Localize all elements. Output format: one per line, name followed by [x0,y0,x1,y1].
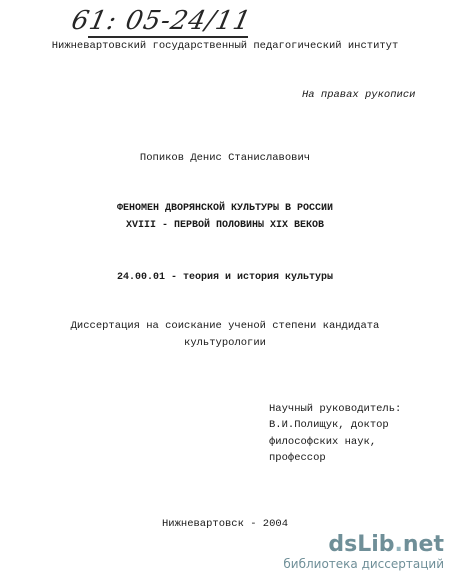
advisor-heading: Научный руководитель: [269,403,402,415]
degree-line-2: культурологии [184,337,266,349]
institution-name: Нижневартовский государственный педагогический институт [51,40,399,52]
handwritten-catalog-number: 61: 05-24/11 [68,6,255,36]
place-and-year: Нижневартовск - 2004 [161,518,289,530]
advisor-degree: философских наук, [269,436,377,448]
degree-line-1: Диссертация на соискание ученой степени кандидата [70,320,380,332]
advisor-title: профессор [269,452,326,464]
title-line-1: ФЕНОМЕН ДВОРЯНСКОЙ КУЛЬТУРЫ В РОССИИ [116,203,334,214]
author-name: Попиков Денис Станиславович [139,152,311,164]
watermark-subtitle: библиотека диссертаций [283,557,444,571]
advisor-name: В.И.Полищук, доктор [269,419,389,431]
watermark-logo: dsLib.net [328,532,444,557]
dslib-watermark [283,534,444,570]
handwritten-underline [88,36,248,38]
title-line-2: XVIII - ПЕРВОЙ ПОЛОВИНЫ XIX ВЕКОВ [125,220,325,231]
specialty-code: 24.00.01 - теория и история культуры [116,272,334,283]
rights-note: На правах рукописи [302,89,416,101]
